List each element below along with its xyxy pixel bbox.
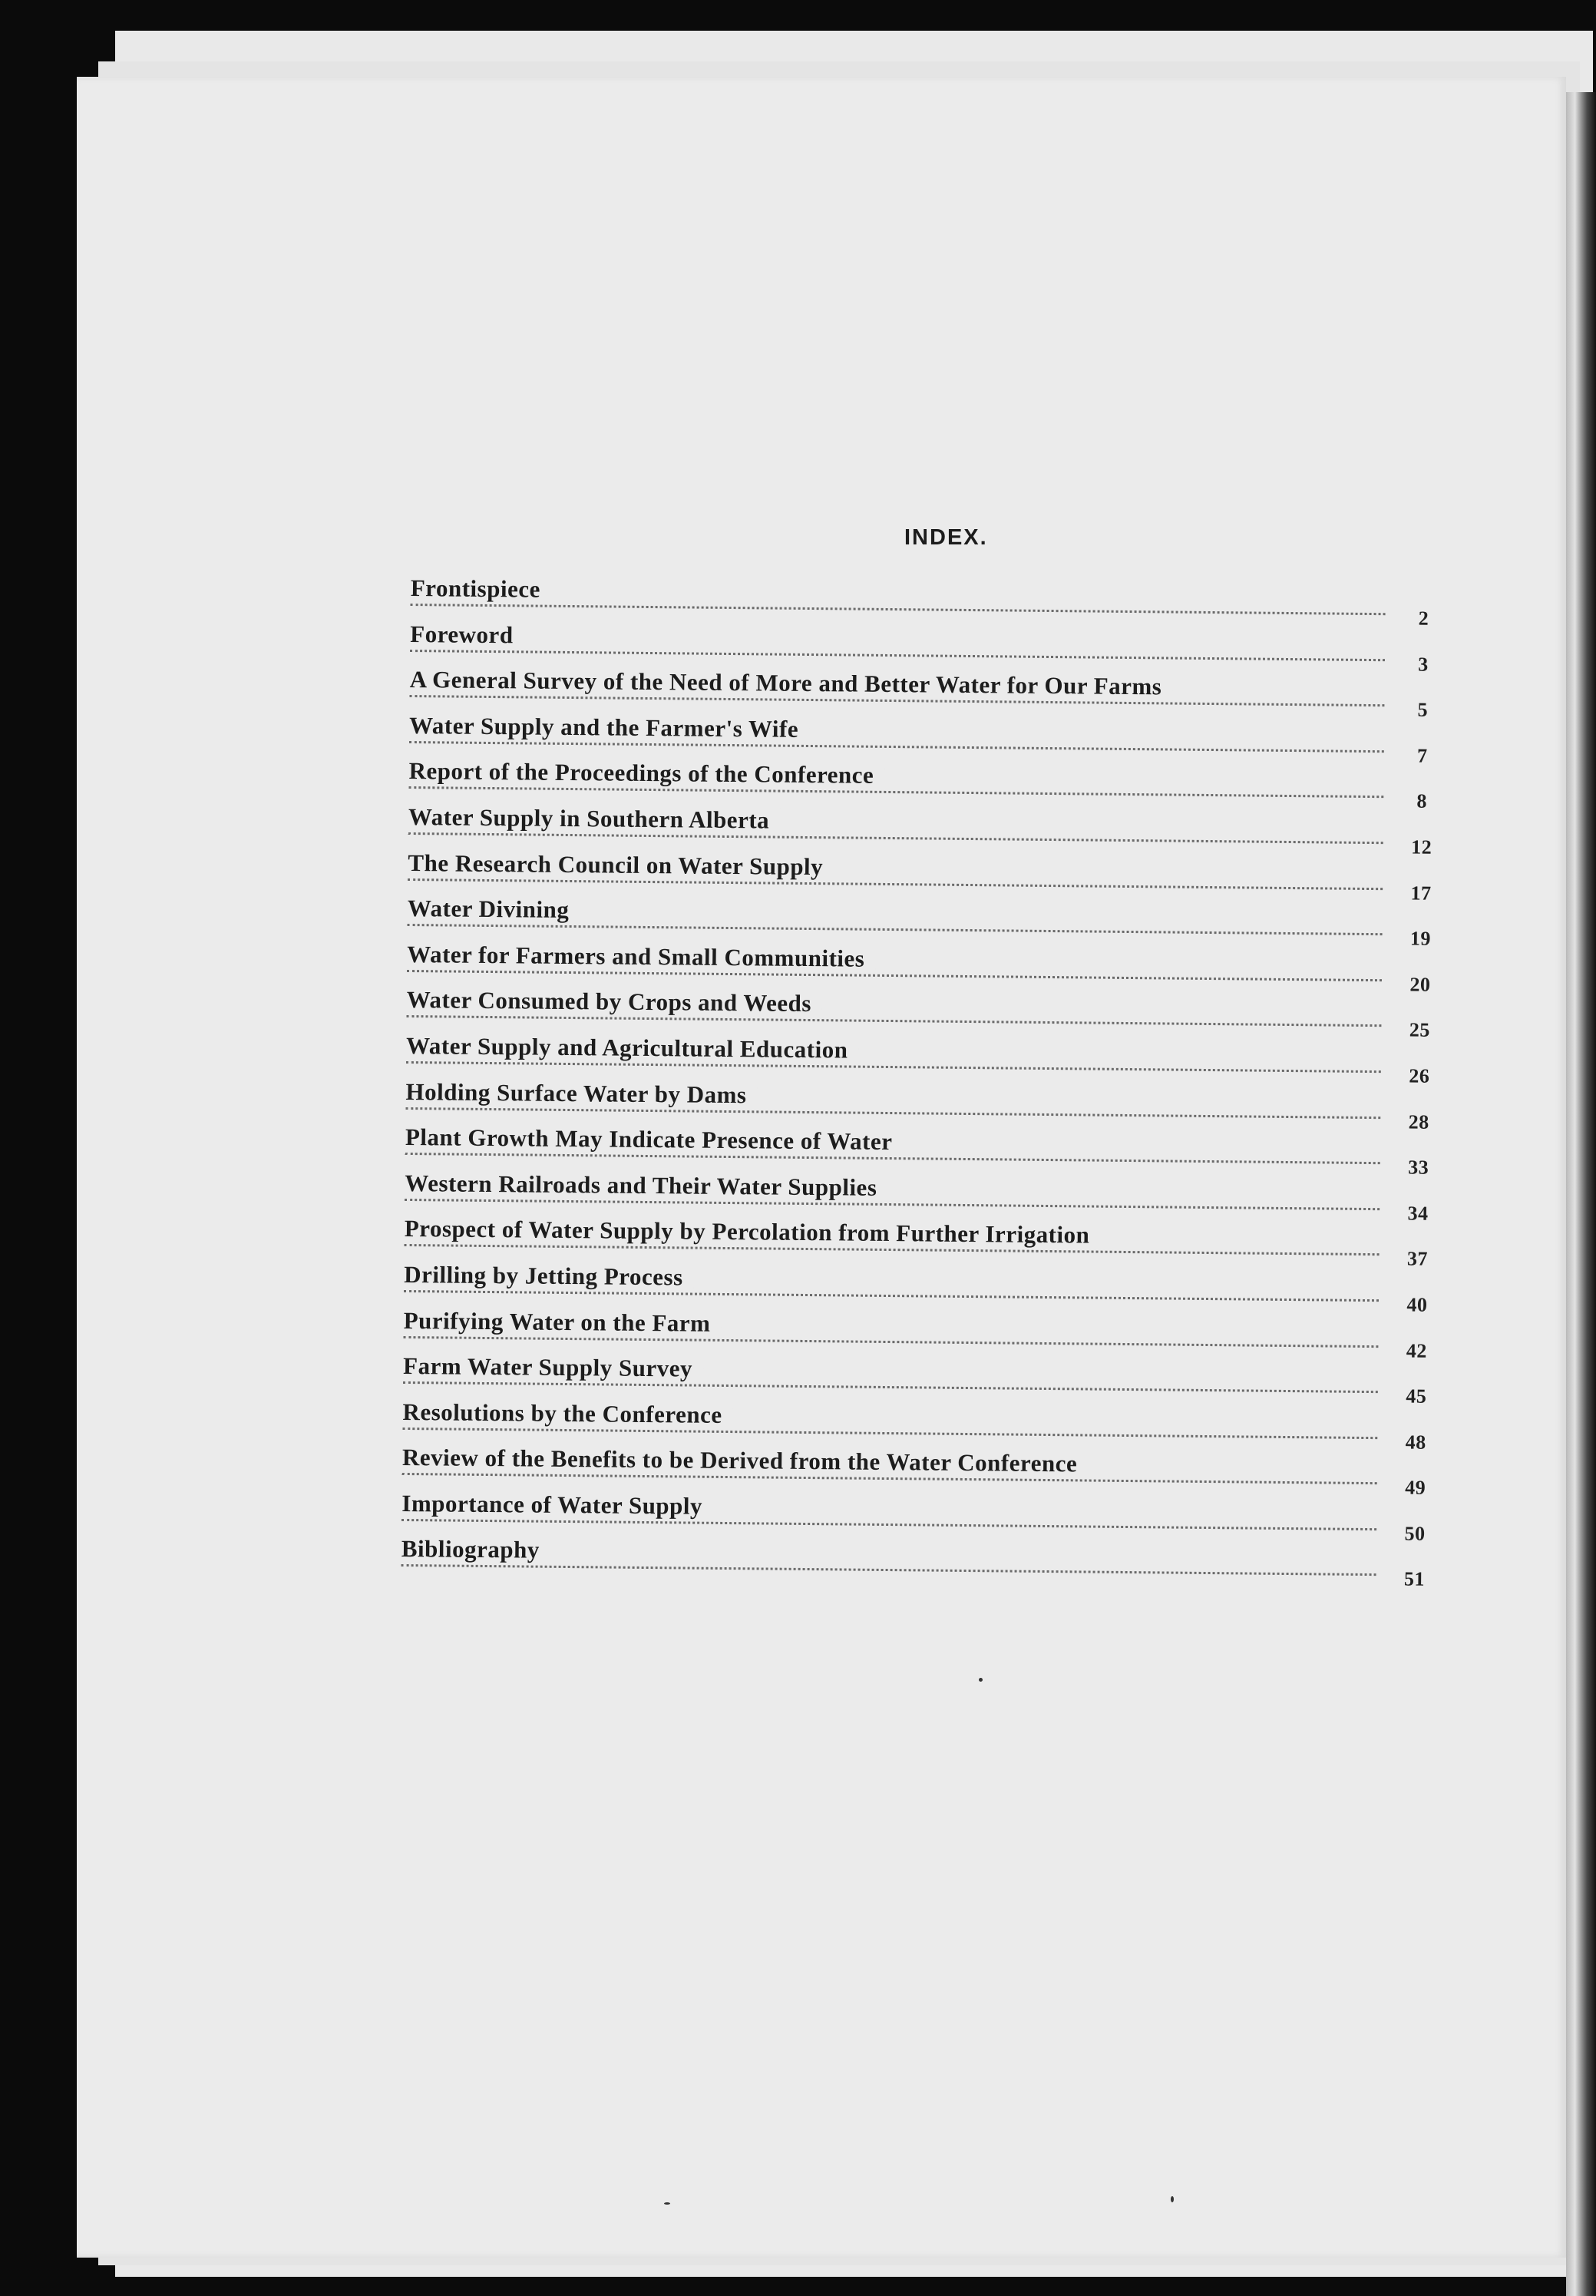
index-entry-title: Review of the Benefits to be Derived from the Water Conference bbox=[402, 1444, 1089, 1478]
index-entry-page-number: 20 bbox=[1409, 973, 1431, 996]
index-entry-title: Foreword bbox=[410, 620, 524, 649]
dot-leader bbox=[408, 832, 1383, 844]
dot-leader bbox=[404, 1290, 1379, 1302]
index-entry-title: A General Survey of the Need of More and Better Water for Our Farms bbox=[410, 666, 1173, 701]
dot-leader bbox=[401, 1519, 1376, 1530]
index-entry-page-number: 17 bbox=[1410, 882, 1432, 905]
dot-leader bbox=[403, 1335, 1378, 1347]
index-entry-title: Importance of Water Supply bbox=[401, 1490, 713, 1520]
index-entry-page-number: 40 bbox=[1406, 1293, 1428, 1316]
index-entry-page-number: 48 bbox=[1405, 1431, 1426, 1454]
scan-speck bbox=[1171, 2196, 1174, 2202]
dot-leader bbox=[408, 786, 1383, 798]
dot-leader bbox=[406, 1015, 1381, 1027]
dot-leader bbox=[408, 924, 1383, 935]
index-entry-page-number: 45 bbox=[1406, 1385, 1427, 1408]
index-entry-title: Water Divining bbox=[408, 895, 580, 924]
dot-leader bbox=[407, 970, 1382, 981]
index-entry-page-number: 7 bbox=[1416, 744, 1428, 767]
index-entry-page-number: 50 bbox=[1404, 1522, 1426, 1545]
dot-leader bbox=[401, 1564, 1376, 1576]
page-binding-edge bbox=[1566, 92, 1596, 2296]
index-entry-page-number: 42 bbox=[1406, 1338, 1427, 1362]
dot-leader bbox=[409, 741, 1384, 753]
index-entry-title: Resolutions by the Conference bbox=[402, 1398, 732, 1429]
index-entry-title: Water for Farmers and Small Communities bbox=[407, 941, 875, 973]
index-entry-title: Western Railroads and Their Water Supplies bbox=[405, 1170, 887, 1202]
index-entry-title: Bibliography bbox=[401, 1535, 550, 1564]
index-entry-page-number: 34 bbox=[1407, 1202, 1429, 1225]
dot-leader bbox=[411, 604, 1386, 615]
index-entry-page-number: 3 bbox=[1418, 653, 1429, 676]
index-entry-page-number: 12 bbox=[1411, 835, 1432, 859]
index-entry-title: Purifying Water on the Farm bbox=[404, 1306, 722, 1337]
index-entry-page-number: 5 bbox=[1417, 698, 1429, 721]
index-entry-title: Water Supply and Agricultural Education bbox=[406, 1032, 859, 1064]
index-entry-title: Report of the Proceedings of the Conference bbox=[408, 757, 884, 789]
index-entry-title: Frontispiece bbox=[411, 574, 551, 604]
index-entry-page-number: 2 bbox=[1418, 607, 1429, 630]
index-entry-page-number: 28 bbox=[1408, 1110, 1429, 1133]
page-title: INDEX. bbox=[904, 525, 988, 550]
scan-speck bbox=[664, 2202, 670, 2205]
index-entry-page-number: 8 bbox=[1416, 789, 1428, 813]
index-entry-title: Holding Surface Water by Dams bbox=[405, 1078, 757, 1109]
index-entry-title: Water Consumed by Crops and Weeds bbox=[407, 986, 823, 1017]
index-entry-title: Drilling by Jetting Process bbox=[404, 1261, 694, 1292]
dot-leader bbox=[405, 1199, 1380, 1210]
dot-leader bbox=[410, 650, 1385, 661]
dot-leader bbox=[405, 1107, 1380, 1118]
index-entry-title: Water Supply in Southern Alberta bbox=[408, 803, 781, 835]
index-list bbox=[401, 574, 1439, 1591]
index-entry-page-number: 26 bbox=[1409, 1064, 1430, 1087]
index-entry-title: The Research Council on Water Supply bbox=[408, 849, 834, 881]
index-entry-title: Water Supply and the Farmer's Wife bbox=[409, 712, 809, 743]
index-entry-title: Farm Water Supply Survey bbox=[403, 1352, 703, 1383]
dot-leader bbox=[402, 1428, 1377, 1439]
index-entry-title: Plant Growth May Indicate Presence of Water bbox=[405, 1123, 904, 1156]
scan-speck bbox=[979, 1678, 983, 1682]
index-entry-page-number: 33 bbox=[1408, 1156, 1429, 1179]
index-entry-page-number: 25 bbox=[1409, 1018, 1431, 1042]
index-entry-title: Prospect of Water Supply by Percolation from Further Irrigation bbox=[405, 1215, 1101, 1249]
index-entry-page-number: 51 bbox=[1403, 1567, 1426, 1591]
index-entry-page-number: 49 bbox=[1405, 1476, 1426, 1500]
index-entry-page-number: 19 bbox=[1409, 927, 1432, 950]
dot-leader bbox=[403, 1381, 1378, 1393]
index-entry-page-number: 37 bbox=[1406, 1247, 1429, 1271]
dot-leader bbox=[408, 878, 1383, 890]
dot-leader bbox=[406, 1061, 1381, 1073]
